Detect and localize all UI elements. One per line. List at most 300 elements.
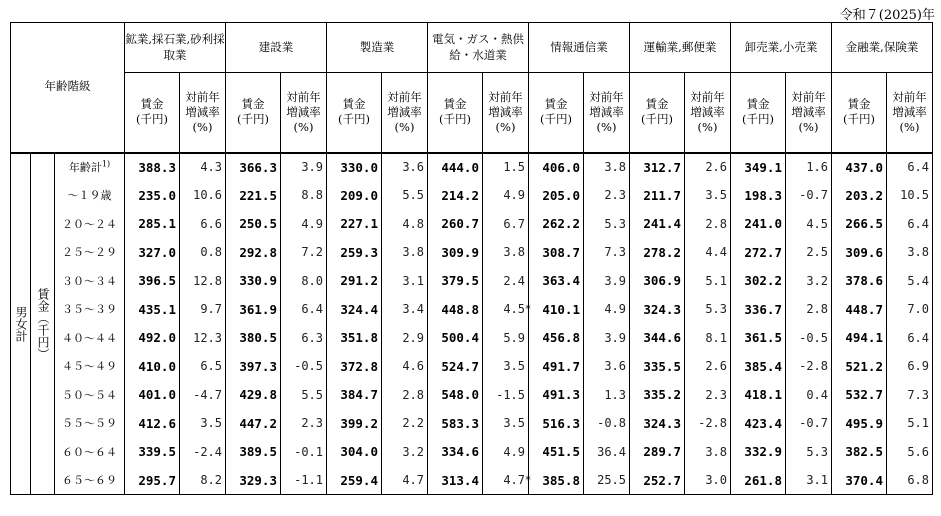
wage-value xyxy=(327,210,382,239)
wage-table xyxy=(10,22,933,495)
wage-value-text: 302.2 xyxy=(744,273,782,289)
wage-value xyxy=(529,210,584,239)
change-rate-value: 5.9 xyxy=(483,324,529,353)
age-label-text: ２５～２９ xyxy=(62,246,117,260)
wage-value-text: 227.1 xyxy=(340,216,378,232)
change-rate-value: 6.4 xyxy=(887,153,933,182)
wage-value xyxy=(832,409,887,438)
change-rate-value: 2.4 xyxy=(483,267,529,296)
wage-value-text: 272.7 xyxy=(744,244,782,260)
wage-value xyxy=(529,381,584,410)
change-rate-value: 2.9 xyxy=(382,324,428,353)
change-rate-value: 3.1 xyxy=(382,267,428,296)
wage-value xyxy=(125,181,180,210)
wage-value-text: 448.8 xyxy=(441,301,479,317)
wage-value xyxy=(524,466,584,495)
age-label xyxy=(55,324,125,353)
age-label xyxy=(55,153,125,182)
wage-value xyxy=(630,267,685,296)
rate-subheader: 対前年 増減率 (%) xyxy=(483,73,529,153)
change-rate-value: 6.4 xyxy=(281,295,327,324)
change-rate-value: 3.8 xyxy=(887,238,933,267)
wage-value-text: 516.3 xyxy=(542,415,580,431)
wage-value-text: 349.1 xyxy=(744,159,782,175)
wage-value xyxy=(731,181,786,210)
wage-subheader: 賃金 (千円) xyxy=(428,73,483,153)
wage-value xyxy=(226,324,281,353)
wage-value xyxy=(226,352,281,381)
change-rate-value: -1.5 xyxy=(483,381,529,410)
wage-value-text: 372.8 xyxy=(340,358,378,374)
change-rate-value: 4.9 xyxy=(584,295,630,324)
wage-value-text: 262.2 xyxy=(542,216,580,232)
wage-value xyxy=(327,381,382,410)
wage-value-text: 410.1 xyxy=(542,301,580,317)
change-rate-value: 3.9 xyxy=(281,153,327,182)
wage-value xyxy=(125,466,180,495)
table-row xyxy=(11,466,933,495)
wage-value xyxy=(226,267,281,296)
wage-value-text: 344.6 xyxy=(643,330,681,346)
change-rate-value: 3.0 xyxy=(685,466,731,495)
wage-value-text: 278.2 xyxy=(643,244,681,260)
change-rate-value: 6.9 xyxy=(887,352,933,381)
change-rate-value: 5.1 xyxy=(887,409,933,438)
wage-value-text: 399.2 xyxy=(340,415,378,431)
wage-value xyxy=(731,153,786,182)
wage-value-text: 309.6 xyxy=(845,244,883,260)
wage-value xyxy=(428,438,483,467)
wage-value xyxy=(832,438,887,467)
age-label xyxy=(55,409,125,438)
wage-subheader: 賃金 (千円) xyxy=(529,73,584,153)
table-row xyxy=(11,381,933,410)
industry-header: 建設業 xyxy=(226,23,327,73)
wage-value-text: 406.0 xyxy=(542,159,580,175)
wage-value xyxy=(428,352,483,381)
wage-value xyxy=(630,409,685,438)
wage-value xyxy=(226,238,281,267)
wage-value xyxy=(832,352,887,381)
wage-value xyxy=(832,267,887,296)
wage-value-text: 389.5 xyxy=(239,444,277,460)
wage-value-text: 295.7 xyxy=(138,472,176,488)
change-rate-value: 6.7 xyxy=(483,210,529,239)
wage-value-text: 437.0 xyxy=(845,159,883,175)
change-rate-value: 2.3 xyxy=(685,381,731,410)
change-rate-value: 6.4 xyxy=(887,210,933,239)
change-rate-value: 6.5 xyxy=(180,352,226,381)
age-label-text: ３５～３９ xyxy=(62,303,117,317)
wage-value xyxy=(630,381,685,410)
wage-value-text: 306.9 xyxy=(643,273,681,289)
age-label-text: ５５～５９ xyxy=(62,417,117,431)
wage-value-text: 324.4 xyxy=(340,301,378,317)
wage-value-text: 491.7 xyxy=(542,358,580,374)
wage-value xyxy=(327,238,382,267)
wage-value-text: 260.7 xyxy=(441,216,479,232)
wage-value xyxy=(731,352,786,381)
change-rate-value: 5.3 xyxy=(685,295,731,324)
wage-value-text: 361.5 xyxy=(744,330,782,346)
change-rate-value: 2.6 xyxy=(685,352,731,381)
wage-value xyxy=(832,466,887,495)
age-label xyxy=(55,381,125,410)
age-label-text: ４０～４４ xyxy=(62,331,117,345)
wage-value-text: 309.9 xyxy=(441,244,479,260)
change-rate-value: 7.0 xyxy=(887,295,933,324)
table-row xyxy=(11,238,933,267)
change-rate-value: 3.2 xyxy=(382,438,428,467)
wage-value xyxy=(529,267,584,296)
age-label xyxy=(55,466,125,495)
change-rate-value: 0.4 xyxy=(786,381,832,410)
change-rate-value: 3.1 xyxy=(786,466,832,495)
change-rate-value: 1.6 xyxy=(786,153,832,182)
wage-value-text: 435.1 xyxy=(138,301,176,317)
change-rate-value: 3.2 xyxy=(786,267,832,296)
wage-value xyxy=(832,153,887,182)
table-row xyxy=(11,181,933,210)
change-rate-value: 12.3 xyxy=(180,324,226,353)
wage-value-text: 313.4 xyxy=(441,472,479,488)
industry-header: 鉱業,採石業,砂利採取業 xyxy=(125,23,226,73)
wage-value xyxy=(731,324,786,353)
wage-value xyxy=(832,181,887,210)
wage-value xyxy=(731,295,786,324)
wage-value-text: 259.4 xyxy=(340,472,378,488)
change-rate-value: 2.8 xyxy=(786,295,832,324)
change-rate-value: 8.2 xyxy=(180,466,226,495)
wage-value xyxy=(125,153,180,182)
change-rate-value: 10.5 xyxy=(887,181,933,210)
change-rate-value: 3.8 xyxy=(584,153,630,182)
wage-value xyxy=(327,267,382,296)
change-rate-value: 3.4 xyxy=(382,295,428,324)
wage-value-text: 334.6 xyxy=(441,444,479,460)
change-rate-value: 6.4 xyxy=(887,324,933,353)
change-rate-value: -0.1 xyxy=(281,438,327,467)
wage-value xyxy=(630,352,685,381)
wage-value xyxy=(529,324,584,353)
wage-value-text: 448.7 xyxy=(845,301,883,317)
wage-value-text: 491.3 xyxy=(542,387,580,403)
change-rate-value: 6.8 xyxy=(887,466,933,495)
wage-value xyxy=(428,466,483,495)
wage-value-text: 429.8 xyxy=(239,387,277,403)
wage-value xyxy=(226,295,281,324)
age-label-text: ４５～４９ xyxy=(62,360,117,374)
wage-value-text: 524.7 xyxy=(441,358,479,374)
table-row xyxy=(11,153,933,182)
change-rate-value: 6.6 xyxy=(180,210,226,239)
industry-header: 運輸業,郵便業 xyxy=(630,23,731,73)
wage-value xyxy=(832,324,887,353)
wage-value-text: 396.5 xyxy=(138,273,176,289)
table-row xyxy=(11,267,933,296)
change-rate-value: -0.5 xyxy=(281,352,327,381)
wage-value-text: 211.7 xyxy=(643,187,681,203)
revision-mark: * xyxy=(524,302,532,316)
wage-value xyxy=(731,267,786,296)
change-rate-value: -2.8 xyxy=(786,352,832,381)
wage-value-text: 332.9 xyxy=(744,444,782,460)
wage-value xyxy=(731,409,786,438)
change-rate-value: 4.7 xyxy=(483,466,529,495)
change-rate-value: 3.5 xyxy=(483,409,529,438)
wage-value xyxy=(125,210,180,239)
wage-value-text: 379.5 xyxy=(441,273,479,289)
wage-value-text: 521.2 xyxy=(845,358,883,374)
wage-value xyxy=(327,181,382,210)
wage-subheader: 賃金 (千円) xyxy=(630,73,685,153)
wage-value xyxy=(731,238,786,267)
change-rate-value: -0.8 xyxy=(584,409,630,438)
wage-value xyxy=(630,324,685,353)
change-rate-value: 5.6 xyxy=(887,438,933,467)
wage-value-text: 259.3 xyxy=(340,244,378,260)
wage-value-text: 312.7 xyxy=(643,159,681,175)
wage-value xyxy=(226,210,281,239)
wage-value xyxy=(832,295,887,324)
wage-value-text: 241.0 xyxy=(744,216,782,232)
wage-value xyxy=(125,324,180,353)
wage-value-text: 289.7 xyxy=(643,444,681,460)
wage-value-text: 205.0 xyxy=(542,187,580,203)
change-rate-value: -1.1 xyxy=(281,466,327,495)
wage-value-text: 261.8 xyxy=(744,472,782,488)
wage-value xyxy=(630,466,685,495)
change-rate-value: 8.1 xyxy=(685,324,731,353)
wage-value-text: 494.1 xyxy=(845,330,883,346)
age-label xyxy=(55,238,125,267)
table-row xyxy=(11,210,933,239)
wage-value xyxy=(529,409,584,438)
wage-value xyxy=(832,210,887,239)
wage-value-text: 370.4 xyxy=(845,472,883,488)
wage-value-text: 291.2 xyxy=(340,273,378,289)
industry-header: 卸売業,小売業 xyxy=(731,23,832,73)
change-rate-value: 3.6 xyxy=(584,352,630,381)
wage-value xyxy=(832,238,887,267)
change-rate-value: 4.9 xyxy=(281,210,327,239)
wage-value xyxy=(630,153,685,182)
wage-value xyxy=(327,352,382,381)
change-rate-value: 2.5 xyxy=(786,238,832,267)
wage-value-text: 324.3 xyxy=(643,415,681,431)
wage-value-text: 214.2 xyxy=(441,187,479,203)
change-rate-value: 4.5 xyxy=(786,210,832,239)
wage-value-text: 241.4 xyxy=(643,216,681,232)
wage-value-text: 285.1 xyxy=(138,216,176,232)
change-rate-value: 2.2 xyxy=(382,409,428,438)
change-rate-value: 1.3 xyxy=(584,381,630,410)
change-rate-value: 2.3 xyxy=(584,181,630,210)
wage-value-text: 385.4 xyxy=(744,358,782,374)
change-rate-value: 12.8 xyxy=(180,267,226,296)
wage-value xyxy=(630,210,685,239)
change-rate-value: 3.5 xyxy=(685,181,731,210)
wage-value-text: 492.0 xyxy=(138,330,176,346)
wage-value xyxy=(226,181,281,210)
change-rate-value: 3.5 xyxy=(483,352,529,381)
wage-value-text: 532.7 xyxy=(845,387,883,403)
wage-value-text: 412.6 xyxy=(138,415,176,431)
change-rate-value: 5.4 xyxy=(887,267,933,296)
wage-value xyxy=(731,210,786,239)
wage-value-text: 335.2 xyxy=(643,387,681,403)
wage-value xyxy=(327,409,382,438)
change-rate-value: -0.7 xyxy=(786,409,832,438)
table-row xyxy=(11,295,933,324)
change-rate-value: 4.3 xyxy=(180,153,226,182)
change-rate-value: 3.8 xyxy=(382,238,428,267)
wage-value-text: 335.5 xyxy=(643,358,681,374)
wage-value-text: 221.5 xyxy=(239,187,277,203)
age-label xyxy=(55,352,125,381)
wage-value-text: 351.8 xyxy=(340,330,378,346)
age-label-text: ６５～６９ xyxy=(62,474,117,487)
wage-value xyxy=(428,153,483,182)
wage-value xyxy=(428,210,483,239)
wage-value-text: 418.1 xyxy=(744,387,782,403)
change-rate-value: 2.6 xyxy=(685,153,731,182)
wage-value-text: 330.0 xyxy=(340,159,378,175)
age-group-header: 年齢階級 xyxy=(11,23,125,153)
change-rate-value: -4.7 xyxy=(180,381,226,410)
age-label xyxy=(55,267,125,296)
wage-value xyxy=(731,466,786,495)
wage-value xyxy=(125,381,180,410)
wage-value-text: 292.8 xyxy=(239,244,277,260)
wage-value xyxy=(428,409,483,438)
footnote-marker: 1) xyxy=(101,159,111,169)
wage-value-text: 363.4 xyxy=(542,273,580,289)
change-rate-value: 8.0 xyxy=(281,267,327,296)
wage-value-text: 203.2 xyxy=(845,187,883,203)
wage-value xyxy=(125,267,180,296)
wage-value-text: 495.9 xyxy=(845,415,883,431)
age-label-text: ２０～２４ xyxy=(62,217,117,231)
change-rate-value: 3.9 xyxy=(584,267,630,296)
wage-value xyxy=(529,352,584,381)
wage-value-text: 235.0 xyxy=(138,187,176,203)
age-label-text: 年齢計 xyxy=(68,161,102,175)
wage-value-text: 250.5 xyxy=(239,216,277,232)
wage-value xyxy=(630,181,685,210)
table-row xyxy=(11,409,933,438)
change-rate-value: -0.7 xyxy=(786,181,832,210)
wage-value xyxy=(327,324,382,353)
wage-value xyxy=(125,238,180,267)
wage-value-text: 583.3 xyxy=(441,415,479,431)
wage-value-text: 385.8 xyxy=(542,472,580,488)
wage-value xyxy=(327,438,382,467)
wage-value xyxy=(428,324,483,353)
wage-value-text: 423.4 xyxy=(744,415,782,431)
wage-value-text: 500.4 xyxy=(441,330,479,346)
age-label-text: ６０～６４ xyxy=(62,445,117,459)
wage-value xyxy=(731,438,786,467)
wage-value xyxy=(428,295,483,324)
wage-value-text: 198.3 xyxy=(744,187,782,203)
age-label-text: ５０～５４ xyxy=(62,388,117,402)
industry-header: 金融業,保険業 xyxy=(832,23,933,73)
change-rate-value: 36.4 xyxy=(584,438,630,467)
industry-header: 情報通信業 xyxy=(529,23,630,73)
revision-mark: * xyxy=(524,473,532,487)
wage-value-text: 209.0 xyxy=(340,187,378,203)
wage-value-text: 361.9 xyxy=(239,301,277,317)
wage-value xyxy=(125,352,180,381)
wage-value-text: 266.5 xyxy=(845,216,883,232)
table-row xyxy=(11,438,933,467)
change-rate-value: 3.5 xyxy=(180,409,226,438)
wage-value xyxy=(125,409,180,438)
wage-subheader: 賃金 (千円) xyxy=(125,73,180,153)
change-rate-value: 0.8 xyxy=(180,238,226,267)
sex-group-label: 男女計 xyxy=(11,153,31,495)
table-row xyxy=(11,352,933,381)
wage-value xyxy=(524,295,584,324)
change-rate-value: -0.5 xyxy=(786,324,832,353)
rate-subheader: 対前年 増減率 (%) xyxy=(887,73,933,153)
industry-header: 製造業 xyxy=(327,23,428,73)
age-label xyxy=(55,181,125,210)
wage-value xyxy=(226,466,281,495)
change-rate-value: 5.5 xyxy=(281,381,327,410)
table-caption-year: 令和７(2025)年 xyxy=(839,8,935,23)
wage-value xyxy=(226,438,281,467)
wage-subheader: 賃金 (千円) xyxy=(327,73,382,153)
change-rate-value: 3.9 xyxy=(584,324,630,353)
wage-value-text: 384.7 xyxy=(340,387,378,403)
wage-value xyxy=(327,153,382,182)
wage-value xyxy=(428,267,483,296)
age-label xyxy=(55,295,125,324)
change-rate-value: 3.6 xyxy=(382,153,428,182)
change-rate-value: -2.8 xyxy=(685,409,731,438)
change-rate-value: 2.8 xyxy=(685,210,731,239)
wage-value xyxy=(630,238,685,267)
change-rate-value: 4.9 xyxy=(483,438,529,467)
change-rate-value: 4.5 xyxy=(483,295,529,324)
wage-value-text: 382.5 xyxy=(845,444,883,460)
rate-subheader: 対前年 増減率 (%) xyxy=(180,73,226,153)
wage-value xyxy=(428,238,483,267)
change-rate-value: -2.4 xyxy=(180,438,226,467)
table-row xyxy=(11,324,933,353)
change-rate-value: 25.5 xyxy=(584,466,630,495)
change-rate-value: 5.1 xyxy=(685,267,731,296)
wage-subheader: 賃金 (千円) xyxy=(226,73,281,153)
wage-value xyxy=(529,181,584,210)
wage-value xyxy=(226,381,281,410)
wage-value-text: 447.2 xyxy=(239,415,277,431)
wage-value xyxy=(731,381,786,410)
wage-value-text: 329.3 xyxy=(239,472,277,488)
measure-group-label: 賃金（千円） xyxy=(31,153,55,495)
change-rate-value: 5.3 xyxy=(786,438,832,467)
wage-value xyxy=(529,438,584,467)
wage-value xyxy=(327,295,382,324)
change-rate-value: 3.8 xyxy=(685,438,731,467)
wage-value-text: 308.7 xyxy=(542,244,580,260)
wage-value-text: 388.3 xyxy=(138,159,176,175)
change-rate-value: 4.6 xyxy=(382,352,428,381)
change-rate-value: 10.6 xyxy=(180,181,226,210)
wage-value-text: 378.6 xyxy=(845,273,883,289)
